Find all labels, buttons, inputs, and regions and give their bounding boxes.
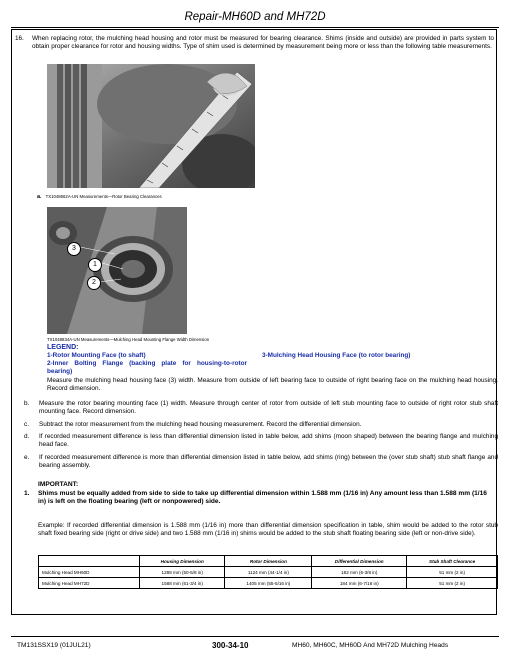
important-text: Shims must be equally added from side to side to take up differential dimension within 1.588 mm (1/16 in) Any amount less than 1.588 mm (1/16 in) is left on the floating bearing (left or nonpowered) side. (38, 490, 487, 506)
table-row (39, 567, 498, 578)
substep-text: If recorded measurement difference is more than differential dimension listed in table below, add shims (ring) between the (over stub shaft) stub shaft flange and bearing assembly. (39, 454, 498, 469)
table-cell: 182 mm (6-3/8 in) (312, 567, 407, 578)
important-title: IMPORTANT: (38, 481, 79, 488)
figure-a-label: a. (37, 194, 42, 200)
callout-1: 1 (88, 258, 102, 272)
table-header-cell: Stub Shaft Clearance (407, 556, 498, 567)
important-number: 1. (24, 490, 30, 497)
footer-rule (11, 636, 499, 637)
measure-housing-text: Measure the mulching head housing face (3) width. Measure from outside of left bearing face to outside of right bearing face on the mulching head housing. Record dimension. (47, 377, 498, 392)
footer-page-number: 300-34-10 (212, 641, 249, 650)
substep-letter: b. (24, 400, 30, 407)
mounting-flange-illustration (47, 207, 187, 334)
step-text: When replacing rotor, the mulching head housing and rotor must be measured for bearing clearance. Shims (inside and outside) are provided in parts system to obtain proper clearance for rotor and housing widths. Type of shim used is determined by measurement being more or less than the following table measurements. (32, 35, 494, 50)
table-cell: 1588 mm (61-3/4 in) (139, 578, 225, 589)
table-cell: 51 mm (2 in) (407, 578, 498, 589)
substep-text: Measure the rotor bearing mounting face (1) width. Measure through center of rotor from outside of left stub mounting face to outside of right rotor stub shaft mounting face. Record dimension. (39, 400, 498, 415)
substep-letter: c. (24, 421, 29, 428)
table-cell: 184 mm (6-7/16 in) (312, 578, 407, 589)
table-header-cell: Differential Dimension (312, 556, 407, 567)
mounting-flange-photo (47, 207, 187, 334)
table-cell: 1124 mm (44-1/4 in) (225, 567, 312, 578)
table-cell: 1288 mm (50-5/8 in) (139, 567, 225, 578)
table-cell: Mulching Head MH60D (39, 567, 140, 578)
table-header-cell (39, 556, 140, 567)
footer-doc-id: TM131SSX19 (01JUL21) (17, 642, 91, 649)
legend-item-2: 2-Inner Bolting Flange (backing plate for housing-to-rotor bearing) (47, 360, 247, 375)
table-header-cell: Housing Dimension (139, 556, 225, 567)
table-cell: Mulching Head MH72D (39, 578, 140, 589)
figure-b-caption: TX1048834A-UN Measurements—Mulching Head Mounting Flange Width Dimension (47, 337, 210, 342)
dimension-table (38, 555, 498, 589)
table-header-cell: Rotor Dimension (225, 556, 312, 567)
example-text: Example: If recorded differential dimension is 1.588 mm (1/16 in) more than differential dimension specification in table, shim would be added to the rotor stub shaft fixed bearing side (right or drive side) and two 1.588 mm (1/16 in) shims would be added to the stub shaft floating bearing side (left or non-drive side). (38, 522, 498, 537)
footer-manual-title: MH60, MH60C, MH60D And MH72D Mulching Heads (292, 642, 449, 649)
substep-letter: e. (24, 454, 30, 461)
rotor-measurement-photo (47, 64, 255, 188)
legend-item-1: 1-Rotor Mounting Face (to shaft) (47, 352, 146, 359)
table-header-row (39, 556, 498, 567)
legend-item-3: 3-Mulching Head Housing Face (to rotor bearing) (262, 352, 411, 359)
header-rule (11, 27, 499, 28)
table-row (39, 578, 498, 589)
step-number: 16. (15, 35, 24, 42)
page-header-title: Repair-MH60D and MH72D (184, 11, 326, 23)
substep-text: Subtract the rotor measurement from the mulching head housing measurement. Record the differential dimension. (39, 421, 362, 428)
table-cell: 51 mm (2 in) (407, 567, 498, 578)
callout-3: 3 (67, 242, 81, 256)
table-cell: 1405 mm (55-5/16 in) (225, 578, 312, 589)
callout-2: 2 (87, 276, 101, 290)
substep-text: If recorded measurement difference is less than differential dimension listed in table below, add shims (moon shaped) between the bearing flange and mulching head face. (39, 433, 498, 448)
substep-letter: d. (24, 433, 30, 440)
figure-a-caption-text: TX1048662A-UN Measurements—Rotor Bearing Clearances (45, 194, 162, 199)
figure-a-caption (37, 194, 162, 200)
legend-title: LEGEND: (47, 344, 79, 351)
rotor-measurement-illustration (47, 64, 255, 188)
